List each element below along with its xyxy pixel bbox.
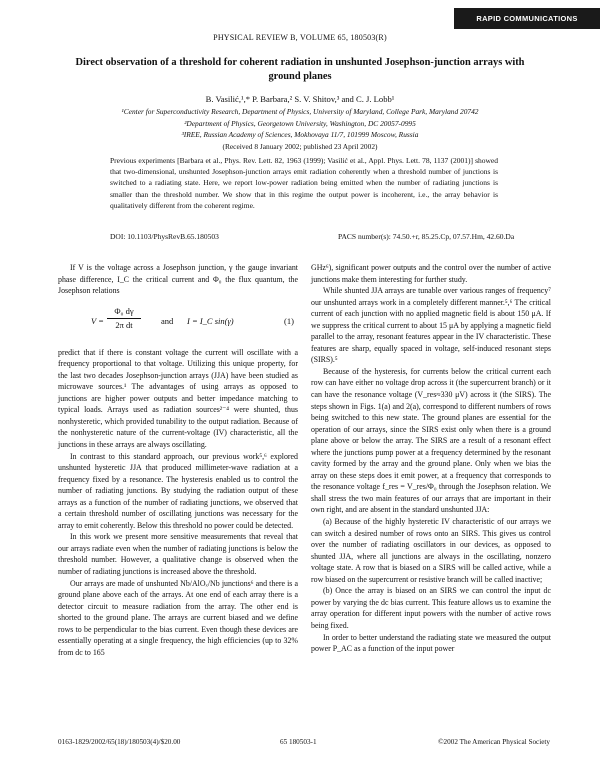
author-list: B. Vasilić,¹,* P. Barbara,² S. V. Shitov,³ and C. J. Lobb¹ bbox=[205, 94, 395, 104]
paragraph: GHz⁶), significant power outputs and the control over the number of active junctions make them interesting for further study. bbox=[311, 263, 551, 284]
equation-denominator: 2π dt bbox=[115, 320, 133, 331]
paragraph: If V is the voltage across a Josephson junction, γ the gauge invariant phase difference, I_C the critical current and Φ₀ the flux quantum, the Josephson relations bbox=[58, 263, 298, 296]
equation-label: (1) bbox=[284, 315, 294, 326]
paragraph: (b) Once the array is biased on an SIRS we can control the input dc power by varying the dc bias current. This feature allows us to examine the array operation for different input powers with the number of active rows being fixed. bbox=[311, 586, 551, 630]
paragraph: Our arrays are made of unshunted Nb/AlOₓ/Nb junctions⁶ and there is a ground plane above each of the arrays. At one end of each array there is a detector circuit to measure radiation from the array. The other end is shorted to the ground plane. The arrays are current biased and we define rows to be perpendicular to the bias current. Even though these devices are essentially operating at a single frequency, the high efficiencies (up to 32% from dc to 165 bbox=[58, 578, 298, 657]
equation-rhs: I = I_C sin(γ) bbox=[187, 315, 234, 326]
equation-conjunction: and bbox=[161, 315, 174, 326]
paragraph: Because of the hysteresis, for currents below the critical current each row can have either no voltage drop across it (the supercurrent branch) or it can have the resonance voltage (V_res≈330 μV) across it (the SIRS). The steps shown in Figs. 1(a) and 2(a), correspond to different numbers of rows being switched to this new state. The ground planes are essential for the operation of our arrays, since the SIRS exist only when there is a ground plane above or below the array. The SIRS are a result of a resonant effect where the junctions pump power at a frequency determined by the resonant cavity formed by the array and the ground plane. Only when we bias the array on these steps does it emit power, at a frequency that corresponds to the resonance voltage f_res = V_res/Φ₀ through the Josephson relation. We shall stress the two main features of our arrays that are important in their own right, and are absent in the standard unshunted JJA: bbox=[311, 366, 551, 515]
equation-1 bbox=[58, 303, 298, 341]
paragraph: predict that if there is constant voltage the current will oscillate with a frequency proportional to that voltage. Utilizing this unique property, for the last two decades Josephson-junction arrays (JJA) have been studied as microwave sources.¹ The advantages of using arrays as opposed to junctions are higher power outputs and better impedance matching to typical loads. Arrays used as radiation sources²⁻⁴ were shunted, thus nonhysteretic, which provided tunability to the output radiation. Because of the nonhysteretic nature of the current-voltage (IV) characteristic, all the junctions in these arrays are always oscillating. bbox=[58, 347, 298, 450]
journal-line: PHYSICAL REVIEW B, VOLUME 65, 180503(R) bbox=[213, 33, 387, 42]
affiliations bbox=[0, 106, 600, 152]
footer-code: 0163-1829/2002/65(18)/180503(4)/$20.00 bbox=[58, 738, 181, 746]
paragraph: In this work we present more sensitive measurements that reveal that our arrays radiate even when the number of radiating junctions is below the threshold number. However, a qualitative change is observed when the number of radiating junctions is increased above the threshold. bbox=[58, 532, 298, 577]
article-title: Direct observation of a threshold for coherent radiation in unshunted Josephson-junction arrays with ground planes bbox=[75, 57, 525, 82]
page-number: 65 180503-1 bbox=[280, 738, 317, 746]
received-date: (Received 8 January 2002; published 23 April 2002) bbox=[222, 141, 378, 151]
paragraph: In order to better understand the radiating state we measured the output power P_AC as a function of the input power bbox=[311, 632, 551, 654]
affiliation-2: ²Department of Physics, Georgetown University, Washington, DC 20057-0995 bbox=[184, 118, 416, 128]
affiliation-1: ¹Center for Superconductivity Research, Department of Physics, University of Maryland, College Park, Maryland 20742 bbox=[121, 107, 479, 116]
equation-fraction bbox=[107, 306, 141, 332]
abstract: Previous experiments [Barbara et al., Phys. Rev. Lett. 82, 1963 (1999); Vasilić et al., Appl. Phys. Lett. 78, 1137 (2001)] showed that two-dimensional, unshunted Josephson-junction arrays emit radiation coherently when a threshold number of junctions is switched to a radiating state. Here, we report low-power radiation being emitted when the number of radiating junctions is smaller than the threshold number. We show that in this regime the output power is incoherent, i.e., the array behavior is qualitatively different from the coherent regime. bbox=[110, 156, 498, 210]
doi-line bbox=[110, 232, 515, 241]
rapid-communications-badge: RAPID COMMUNICATIONS bbox=[454, 8, 600, 29]
right-column bbox=[311, 262, 551, 655]
left-column bbox=[58, 262, 298, 658]
paragraph: (a) Because of the highly hysteretic IV characteristic of our arrays we can switch a desired number of rows onto an SIRS. This gives us control over the number of radiating oscillators in our devices, as opposed to shunted JJA, where all junctions are always in the oscillating, nonzero voltage state. A row that is biased on a SIRS will be called active, while a row biased on the supercurrent or resistive branch will be called inactive; bbox=[311, 517, 551, 584]
paragraph: In contrast to this standard approach, our previous work⁵,⁶ explored unshunted hysteretic JJA that produced millimeter-wave radiation at a frequency fixed by a resonance. The hysteresis enabled us to control the number of radiating junctions. By studying the radiation output of these arrays as a function of the number of radiating junctions, we observed that a certain threshold number of oscillating junctions was necessary for the array to emit coherently. Below this threshold no power could be detected. bbox=[58, 451, 298, 530]
page-footer bbox=[58, 738, 550, 746]
affiliation-3: ³IREE, Russian Academy of Sciences, Mokhovaya 11/7, 101999 Moscow, Russia bbox=[181, 130, 419, 139]
pacs-numbers: PACS number(s): 74.50.+r, 85.25.Cp, 07.57.Hm, 42.60.Da bbox=[338, 232, 515, 241]
paragraph: While shunted JJA arrays are tunable over various ranges of frequency⁷ our unshunted arrays work in a completely different manner.⁵,⁶ The critical current of each junction with no applied magnetic field is about 150 μA. If we suppress the critical current to about 15 μA by applying a magnetic field parallel to the array, resonant features appear in the IV characteristic. These features are sharp, equally spaced in voltage, self-induced resonant steps (SIRS).⁵ bbox=[311, 286, 551, 365]
doi-link[interactable]: DOI: 10.1103/PhysRevB.65.180503 bbox=[110, 232, 219, 241]
equation-lhs: V = bbox=[91, 315, 104, 326]
equation-numerator: Φ₀ dγ bbox=[107, 306, 141, 320]
copyright: ©2002 The American Physical Society bbox=[438, 738, 550, 746]
